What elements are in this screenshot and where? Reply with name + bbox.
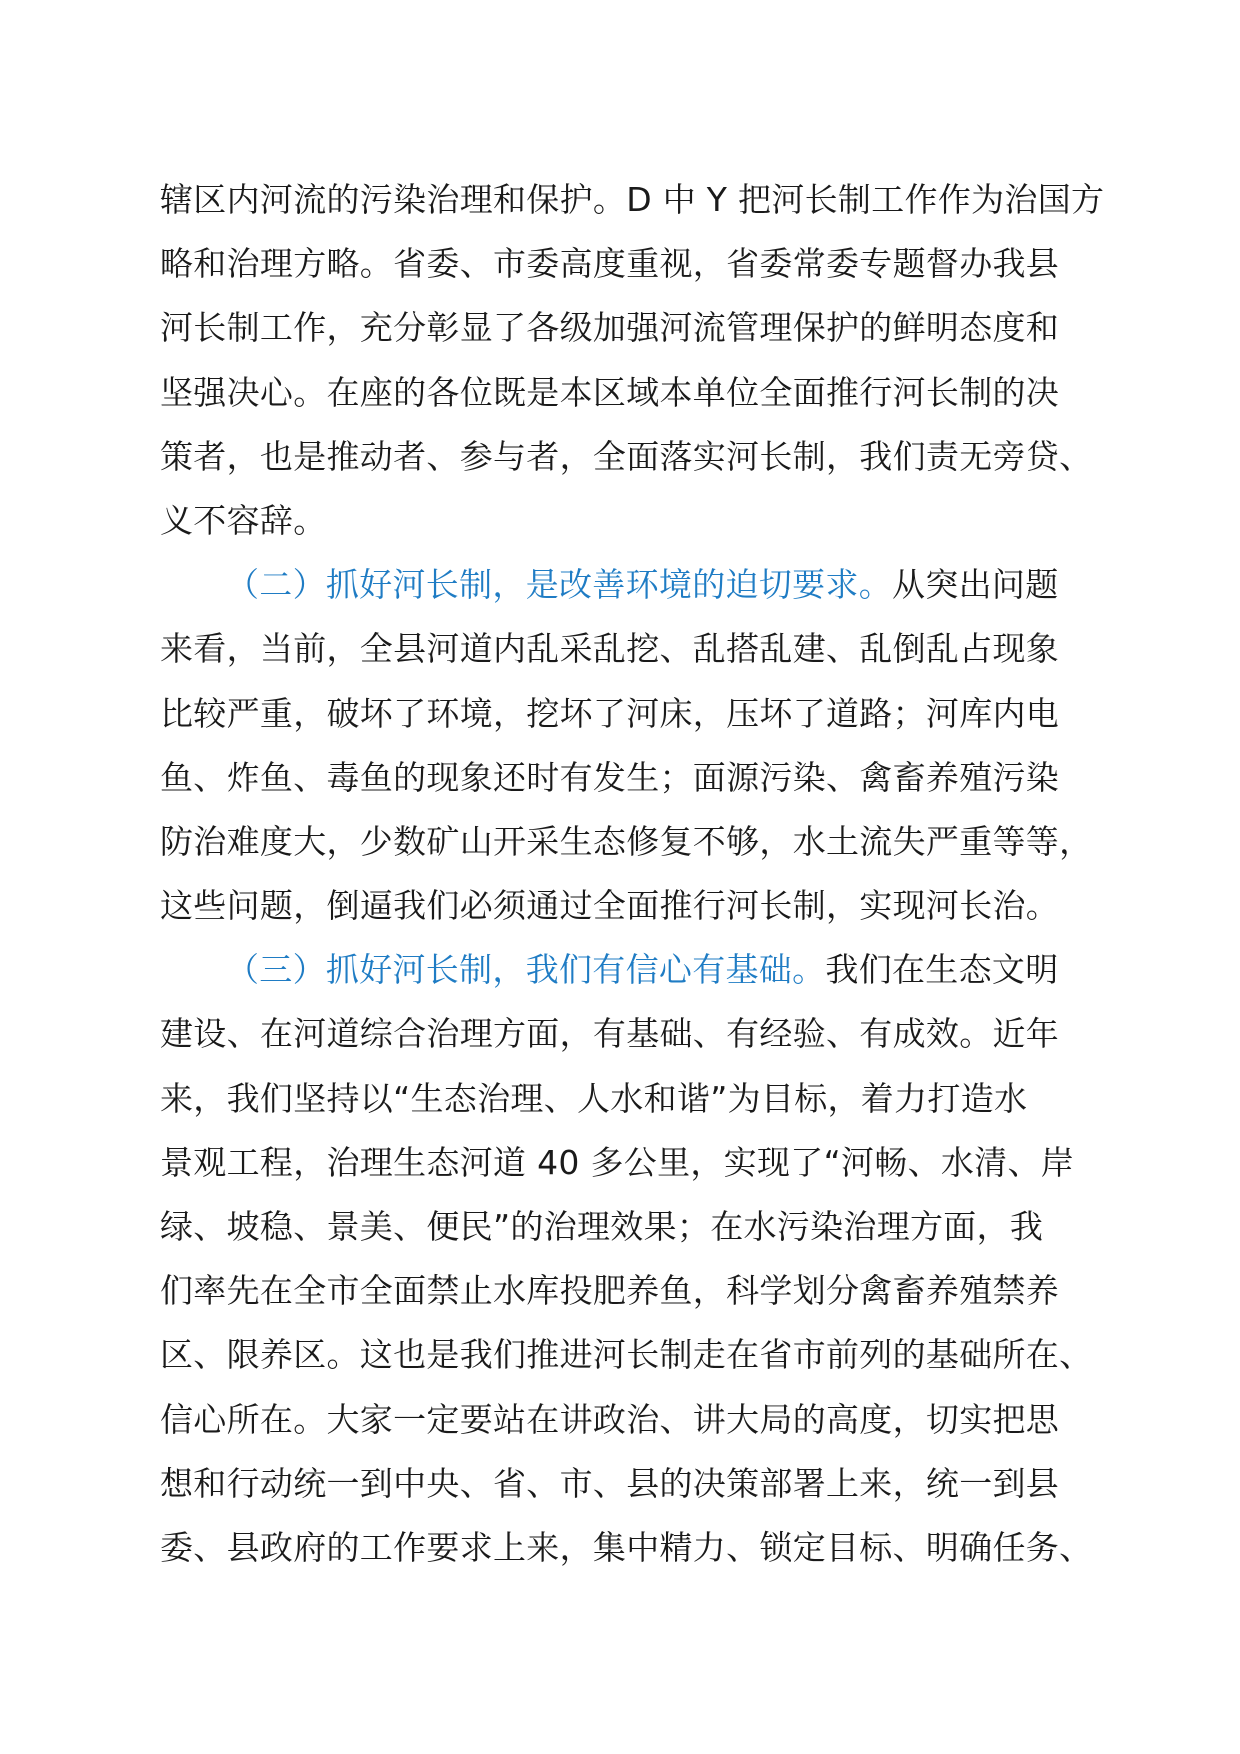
text-line: 绿、坡稳、景美、便民”的治理效果；在水污染治理方面，我 xyxy=(160,1207,1044,1246)
text-line: 区、限养区。这也是我们推进河长制走在省市前列的基础所在、 xyxy=(160,1335,1093,1375)
text-line: 想和行动统一到中央、省、市、县的决策部署上来，统一到县 xyxy=(160,1463,1060,1503)
text-line: 景观工程，治理生态河道 40 多公里，实现了“河畅、水清、岸 xyxy=(160,1142,1075,1182)
text-line: 河长制工作，充分彰显了各级加强河流管理保护的鲜明态度和 xyxy=(160,308,1060,348)
text-line: 坚强决心。在座的各位既是本区域本单位全面推行河长制的决 xyxy=(160,372,1060,412)
text-line: 辖区内河流的污染治理和保护。D 中 Y 把河长制工作作为治国方 xyxy=(160,180,1105,219)
section-heading: （二）抓好河长制，是改善环境的迫切要求。 xyxy=(226,565,892,605)
text-line: 策者，也是推动者、参与者，全面落实河长制，我们责无旁贷、 xyxy=(160,436,1093,476)
text-line: 来看，当前，全县河道内乱采乱挖、乱搭乱建、乱倒乱占现象 xyxy=(160,629,1060,669)
text-line: 鱼、炸鱼、毒鱼的现象还时有发生；面源污染、禽畜养殖污染 xyxy=(160,757,1060,797)
paragraph-first-line xyxy=(160,938,1120,1002)
text-line: 来，我们坚持以“生态治理、人水和谐”为目标，着力打造水 xyxy=(160,1078,1028,1118)
text-line: 比较严重，破坏了环境，挖坏了河床，压坏了道路；河库内电 xyxy=(160,693,1060,733)
paragraph-1 xyxy=(160,168,1120,553)
text-line: 义不容辞。 xyxy=(160,500,327,540)
paragraph-3 xyxy=(160,938,1120,1580)
text-line: 建设、在河道综合治理方面，有基础、有经验、有成效。近年 xyxy=(160,1014,1060,1054)
text-line: 委、县政府的工作要求上来，集中精力、锁定目标、明确任务、 xyxy=(160,1527,1093,1567)
text-run: 我们在生态文明 xyxy=(825,950,1059,990)
paragraph-first-line xyxy=(160,553,1120,617)
paragraph-2 xyxy=(160,553,1120,938)
text-line: 这些问题，倒逼我们必须通过全面推行河长制，实现河长治。 xyxy=(160,886,1060,926)
text-line: 防治难度大，少数矿山开采生态修复不够，水土流失严重等等， xyxy=(160,821,1093,861)
text-line: 们率先在全市全面禁止水库投肥养鱼，科学划分禽畜养殖禁养 xyxy=(160,1271,1060,1311)
section-heading: （三）抓好河长制，我们有信心有基础。 xyxy=(226,950,826,990)
document-page xyxy=(160,168,1120,1580)
text-run: 从突出问题 xyxy=(892,565,1059,605)
text-line: 略和治理方略。省委、市委高度重视，省委常委专题督办我县 xyxy=(160,244,1060,284)
text-line: 信心所在。大家一定要站在讲政治、讲大局的高度，切实把思 xyxy=(160,1399,1060,1439)
